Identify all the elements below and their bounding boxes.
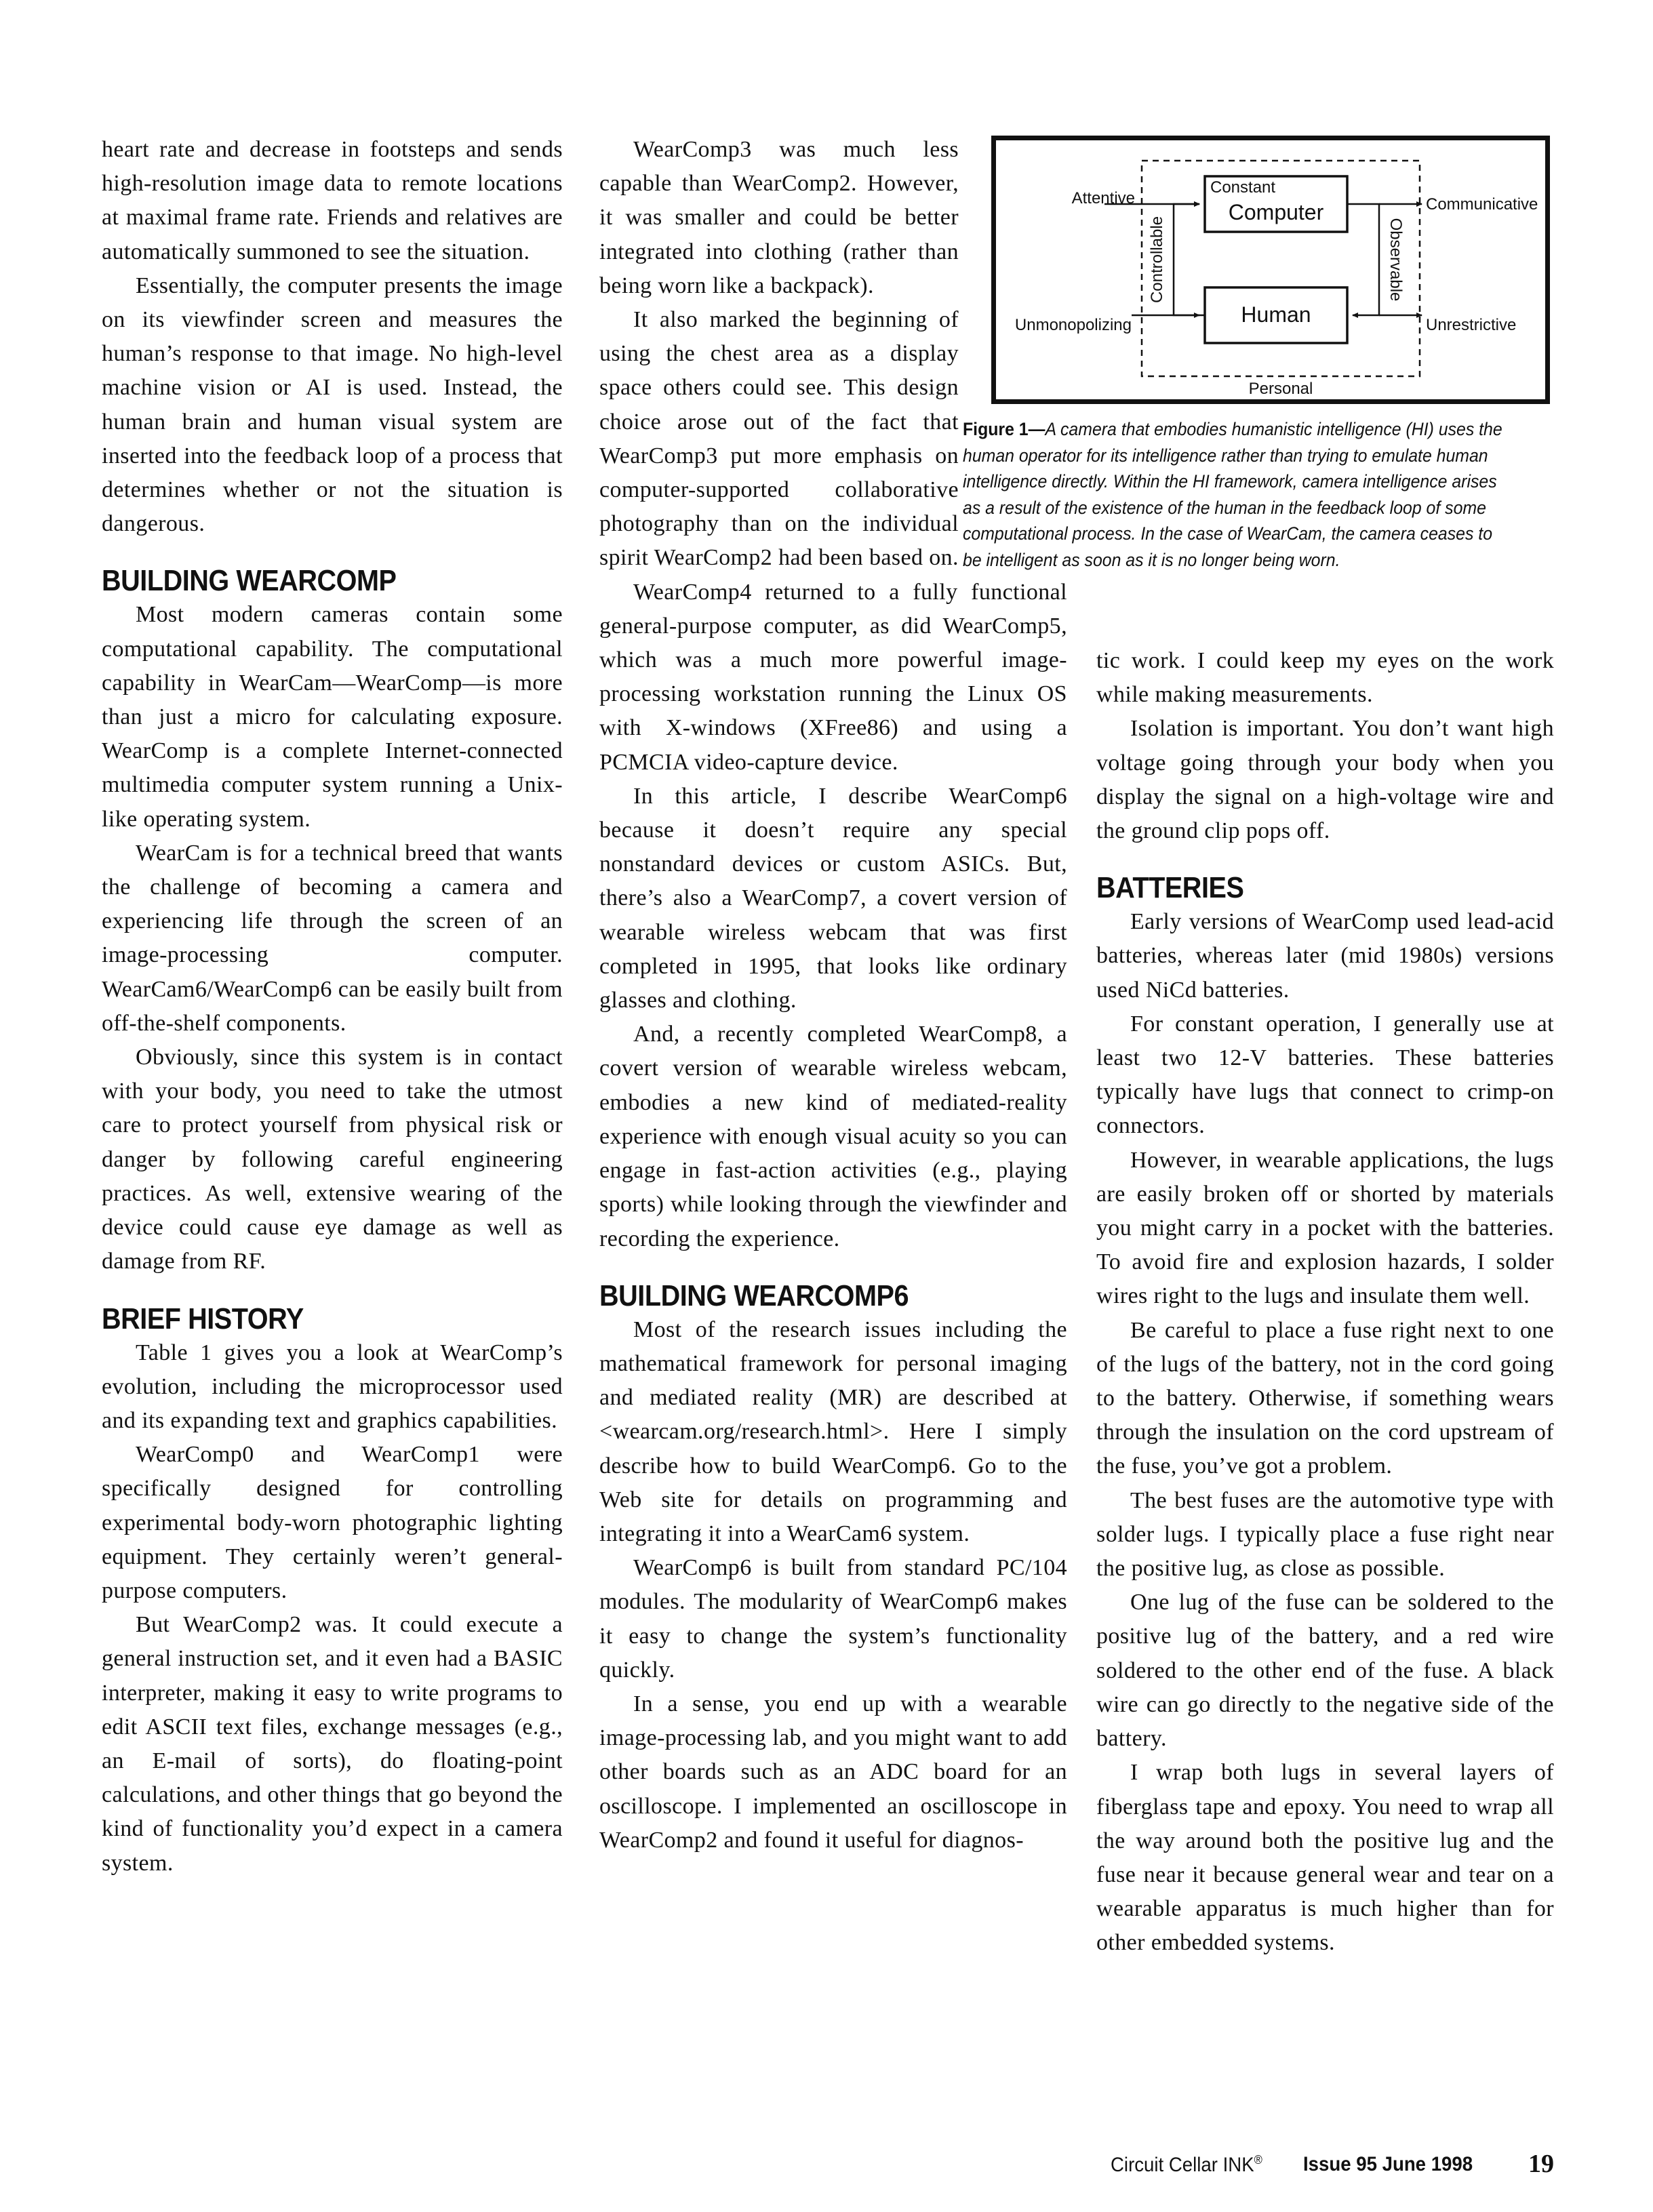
column-3	[1096, 644, 1554, 1960]
human-label: Human	[1241, 302, 1311, 327]
page-number: 19	[1528, 2150, 1554, 2178]
paragraph: Be careful to place a fuse right next to one of the lugs of the battery, not in the cord going to the battery. Otherwise, if something wears through the insulation on the cord upstream of the fuse, you’ve got a problem.	[1096, 1317, 1554, 1479]
paragraph: However, in wearable applications, the lugs are easily broken off or shorted by materials you might carry in a pocket with the batteries. To avoid fire and explosion hazards, I solder wires right to the lugs and insulate them well.	[1096, 1147, 1554, 1309]
paragraph: Most modern cameras contain some computational capability. The computational capability in WearCam—WearComp—is more than just a micro for calculating exposure. WearComp is a complete Internet-connected multimedia computer system running a Unix-like operating system.	[102, 602, 563, 832]
observable-arrow	[1347, 204, 1379, 315]
section-heading-batteries: BATTERIES	[1096, 871, 1244, 905]
paragraph: But WearComp2 was. It could execute a general instruction set, and it even had a BASIC interpreter, making it easy to write programs to edit ASCII text files, exchange messages (e.g., an E-mail of sorts), do floating-point calculations, and other things that go beyond the kind of functionality you’d expect in a camera system.	[102, 1612, 563, 1876]
constant-label: Constant	[1210, 178, 1276, 197]
paragraph: Early versions of WearComp used lead-acid batteries, whereas later (mid 1980s) versions used NiCd batteries.	[1096, 909, 1554, 1003]
paragraph: In this article, I describe WearComp6 because it doesn’t require any special nonstandard devices or custom ASICs. But, there’s also a WearComp7, a covert version of wearable wireless webcam that was first completed in 1995, that looks like ordinary glasses and clothing.	[599, 783, 1067, 1013]
paragraph: In a sense, you end up with a wearable image-processing lab, and you might want to add other boards such as an ADC board for an oscilloscope. I implemented an oscilloscope in WearComp2 and found it useful for diagnos-	[599, 1691, 1067, 1853]
observable-label: Observable	[1387, 218, 1405, 302]
figure-caption-text: A camera that embodies humanistic intelligence (HI) uses the human operator for its intelligence rather than trying to emulate human intelligence directly. Within the HI framework, camera intelligence arises as a result of the existence of the human in the feedback loop of some computational process. In the case of WearCam, the camera ceases to be intelligent as soon as it is no longer being worn.	[963, 419, 1502, 570]
page-footer	[1111, 2149, 1554, 2181]
unrestrictive-label: Unrestrictive	[1426, 316, 1517, 334]
paragraph: Essentially, the computer presents the image on its viewfinder screen and measures the human’s response to that image. No high-level machine vision or AI is used. Instead, the human brain and human visual system are inserted into the feedback loop of a process that determines whether or not the situation is dangerous.	[102, 273, 563, 537]
section-heading-brief-history: BRIEF HISTORY	[102, 1302, 304, 1335]
controllable-arrow	[1174, 204, 1205, 315]
paragraph: And, a recently completed WearComp8, a covert version of wearable wireless webcam, embodies a new kind of mediated-reality experience with enough visual acuity so you can engage in fast-action activities (e.g., playing sports) while looking through the viewfinder and recording the experience.	[599, 1022, 1067, 1251]
hi-framework-diagram	[996, 140, 1545, 399]
paragraph: Isolation is important. You don’t want high voltage going through your body when you display the signal on a high-voltage wire and the ground clip pops off.	[1096, 716, 1554, 844]
paragraph: WearComp4 returned to a fully functional general-purpose computer, as did WearComp5, which was a much more powerful image-processing workstation running the Linux OS with X-windows (XFree86) and using a PCMCIA video-capture device.	[599, 579, 1067, 775]
unmonopolizing-label: Unmonopolizing	[1014, 316, 1132, 334]
paragraph: WearComp3 was much less capable than WearComp2. However, it was smaller and could be better integrated into clothing (rather than being worn like a backpack).	[599, 137, 959, 298]
paragraph: heart rate and decrease in footsteps and sends high-resolution image data to remote locations at maximal frame rate. Friends and relatives are automatically summoned to see the situation.	[102, 137, 563, 264]
column-1	[102, 133, 563, 1881]
journal-name: Circuit Cellar INK®	[1111, 2153, 1262, 2176]
paragraph: For constant operation, I generally use at least two 12-V batteries. These batteries typically have lugs that connect to crimp-on connectors.	[1096, 1011, 1554, 1139]
paragraph: Obviously, since this system is in contact with your body, you need to take the utmost care to protect yourself from physical risk or danger by following careful engineering practices. As well, extensive wearing of the device could cause eye damage as well as damage from RF.	[102, 1045, 563, 1274]
paragraph: I wrap both lugs in several layers of fiberglass tape and epoxy. You need to wrap all the way around both the positive lug and the fuse near it because general wear and tear on a wearable apparatus is much higher than for other embedded systems.	[1096, 1760, 1554, 1956]
personal-label: Personal	[1248, 380, 1313, 398]
paragraph: Table 1 gives you a look at WearComp’s evolution, including the microprocessor used and its expanding text and graphics capabilities.	[102, 1340, 563, 1433]
issue-info: Issue 95 June 1998	[1303, 2153, 1473, 2175]
attentive-label: Attentive	[1071, 189, 1135, 207]
figure-1-caption	[963, 416, 1509, 573]
paragraph: One lug of the fuse can be soldered to the positive lug of the battery, and a red wire soldered to the other end of the fuse. A black wire can go directly to the negative side of the battery.	[1096, 1590, 1554, 1752]
section-heading-building-wearcomp: BUILDING WEARCOMP	[102, 564, 397, 598]
section-heading-building-wearcomp6: BUILDING WEARCOMP6	[599, 1279, 909, 1312]
registered-mark: ®	[1254, 2153, 1262, 2167]
communicative-label: Communicative	[1426, 195, 1538, 214]
computer-label: Computer	[1228, 200, 1324, 224]
paragraph: WearComp6 is built from standard PC/104 modules. The modularity of WearComp6 makes it easy to change the system’s functionality quickly.	[599, 1555, 1067, 1683]
paragraph: It also marked the beginning of using the chest area as a display space others could see. This design choice arose out of the fact that WearComp3 put more emphasis on computer-supported collaborative photography than on the individual spirit WearComp2 had been based on.	[599, 307, 959, 571]
paragraph: tic work. I could keep my eyes on the work while making measurements.	[1096, 648, 1554, 708]
controllable-label: Controllable	[1148, 216, 1166, 304]
paragraph: WearComp0 and WearComp1 were specifically designed for controlling experimental body-worn photographic lighting equipment. They certainly weren’t general-purpose computers.	[102, 1442, 563, 1603]
figure-caption-label: Figure 1—	[963, 419, 1045, 439]
paragraph: WearCam is for a technical breed that wants the challenge of becoming a camera and experiencing life through the screen of an image-processing computer. WearCam6/WearComp6 can be easily built from off-the-shelf components.	[102, 840, 563, 1036]
paragraph: The best fuses are the automotive type with solder lugs. I typically place a fuse right near the positive lug, as close as possible.	[1096, 1487, 1554, 1582]
figure-1-diagram	[991, 136, 1550, 404]
paragraph: Most of the research issues including the mathematical framework for personal imaging and mediated reality (MR) are described at <wearcam.org/research.html>. Here I simply describe how to build WearComp6. Go to the Web site for details on programming and integrating it into a WearCam6 system.	[599, 1316, 1067, 1546]
